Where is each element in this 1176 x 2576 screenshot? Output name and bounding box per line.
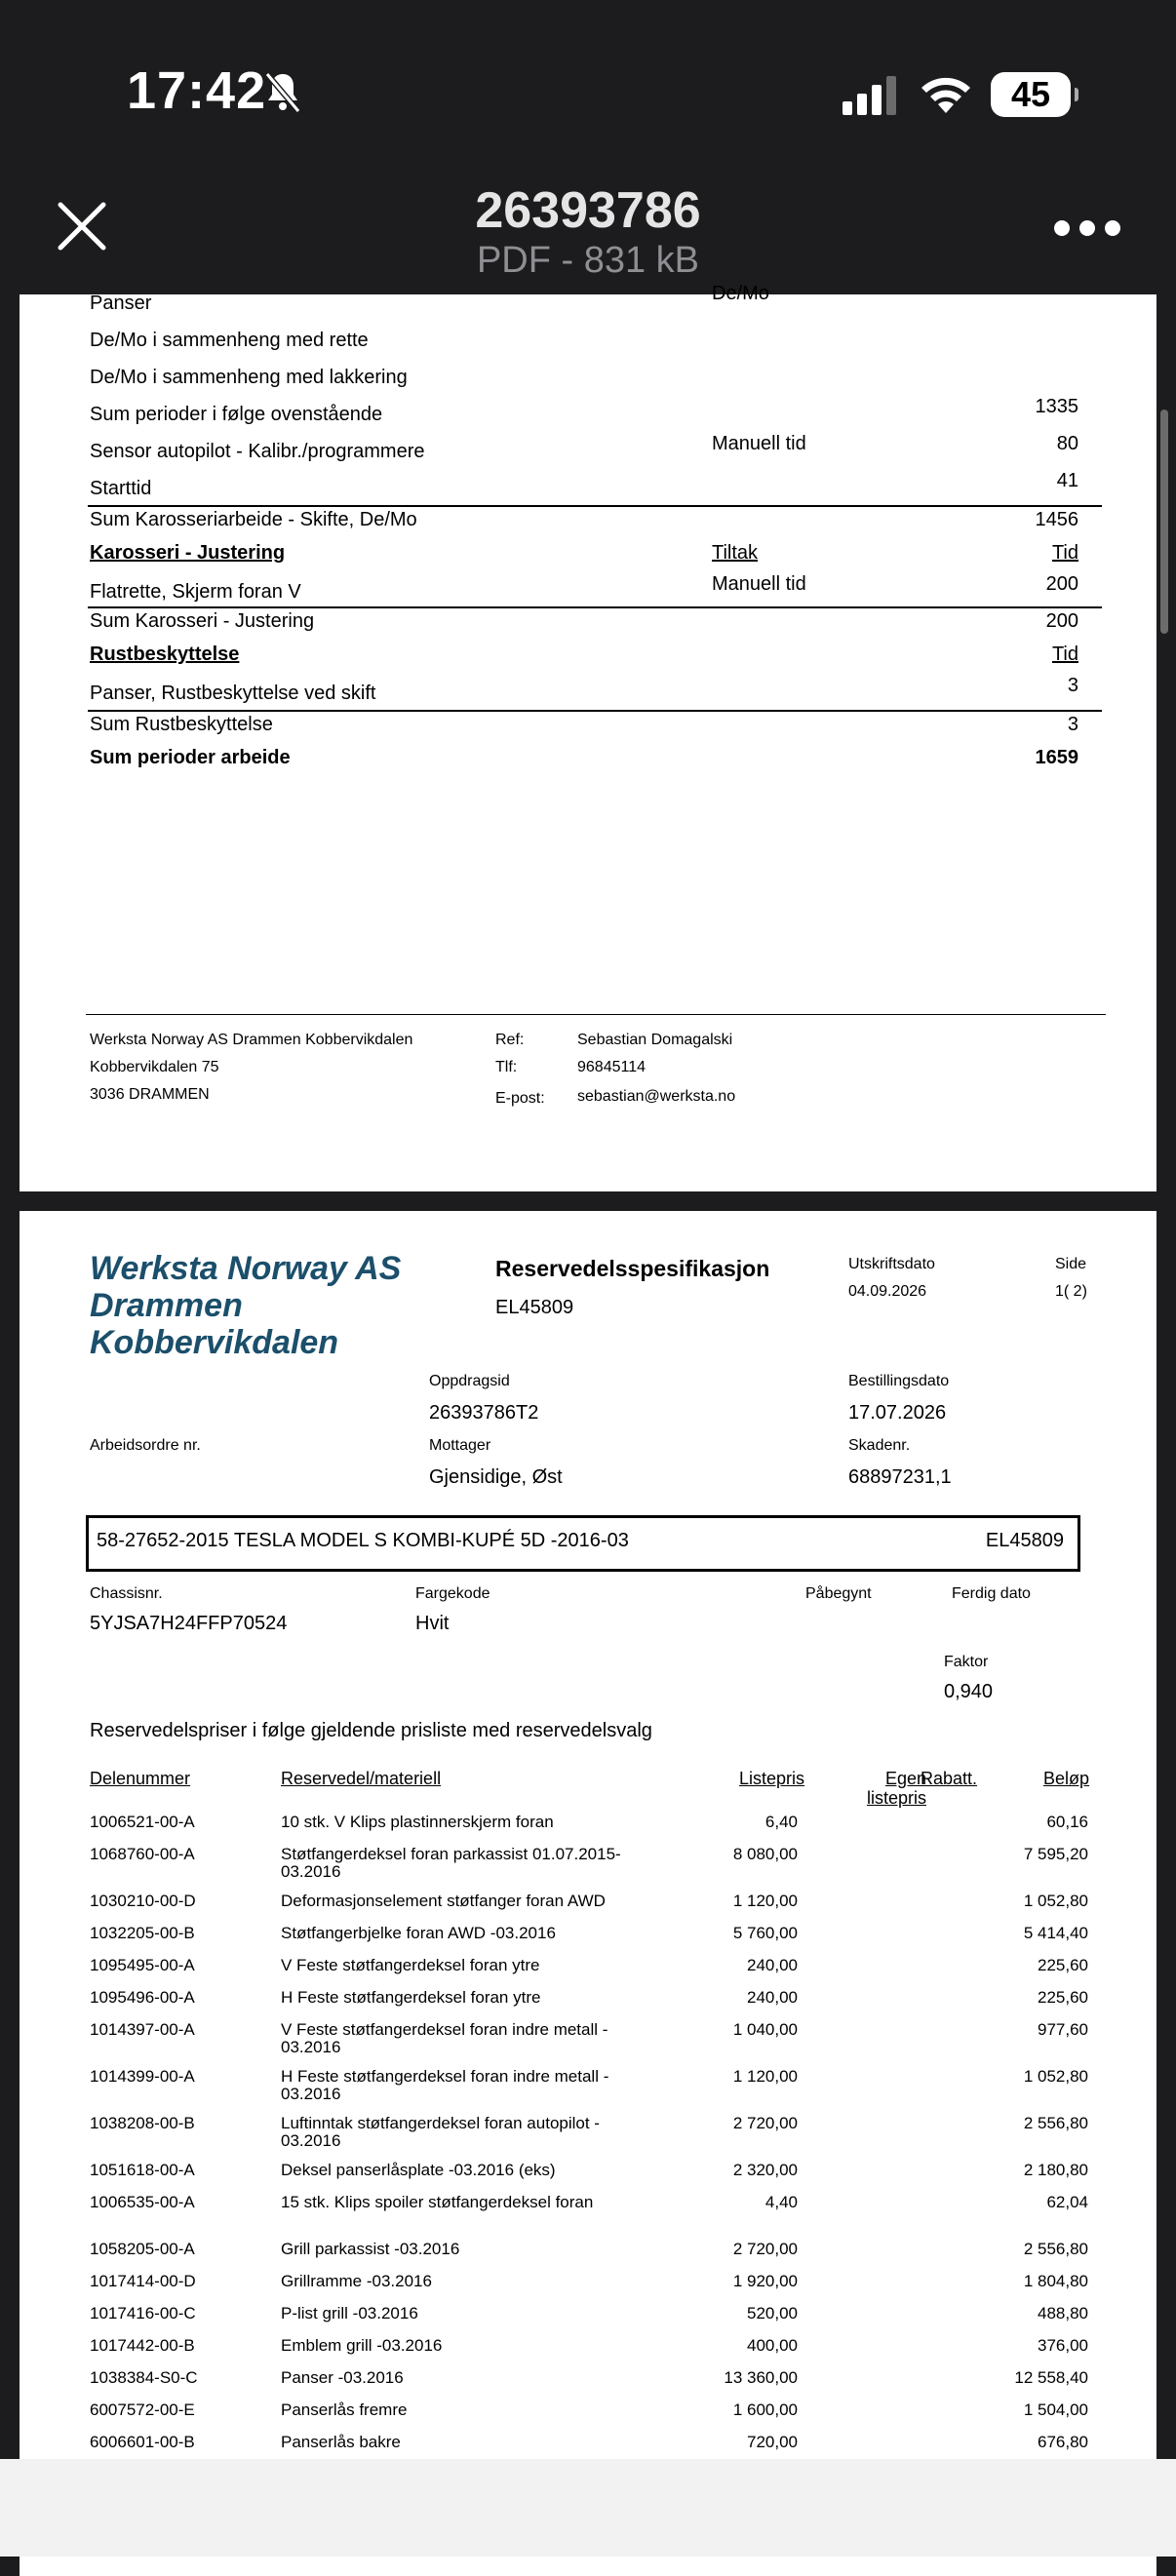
part-name: 15 stk. Klips spoiler støtfangerdeksel foran [281,2193,594,2211]
part-name: H Feste støtfangerdeksel foran ytre [281,1988,541,2007]
order-date-label: Bestillingsdato [848,1373,950,1389]
row-value: 3 [1067,675,1078,696]
pdf-viewport[interactable] [0,283,1176,2459]
divider [88,505,1102,507]
wifi-icon [919,72,973,115]
list-price: 2 320,00 [732,2161,798,2179]
company-logo: Werksta Norway AS Drammen Kobbervikdalen [90,1250,402,1361]
table-row [90,1846,1088,1893]
table-row [90,2194,1088,2241]
list-price: 1 120,00 [732,2067,798,2086]
part-number: 1095495-00-A [90,1956,195,1974]
part-name: Luftinntak støtfangerdeksel foran autopilot - 03.2016 [281,2114,600,2150]
recipient-label: Mottager [429,1437,491,1454]
row-type: Manuell tid [712,573,806,595]
table-row [90,2068,1088,2115]
part-name: Grill parkassist -03.2016 [281,2240,460,2258]
amount: 1 504,00 [1023,2400,1088,2419]
total-value: 1659 [1035,747,1078,768]
factor-label: Faktor [944,1654,989,1670]
print-date: 04.09.2026 [848,1283,927,1300]
part-number: 1032205-00-B [90,1924,195,1942]
work-order-label: Arbeidsordre nr. [90,1437,201,1454]
row-label: Starttid [90,478,152,499]
part-name: Panserlås bakre [281,2433,401,2451]
table-row [90,2369,1088,2401]
column-heading: Tiltak [712,542,759,564]
sum-value: 200 [1045,610,1078,632]
amount: 62,04 [1046,2193,1088,2211]
footer-city: 3036 DRAMMEN [90,1086,210,1103]
amount: 2 556,80 [1023,2240,1088,2258]
footer-tlf: 96845114 [577,1059,646,1075]
document-heading: Reservedelsspesifikasjon [495,1256,770,1281]
amount: 7 595,20 [1023,1845,1088,1863]
battery-indicator: 45 [991,72,1071,117]
column-heading-part-number: Delenummer [90,1769,191,1788]
part-number: 1095496-00-A [90,1988,195,2007]
table-row [90,1925,1088,1957]
pdf-page-1 [20,283,1156,1191]
assignment-label: Oppdragsid [429,1373,510,1389]
part-number: 1068760-00-A [90,1845,195,1863]
status-bar [0,0,1176,176]
cellular-signal-icon [843,76,897,115]
discount [798,2273,905,2305]
list-price: 8 080,00 [732,1845,798,1863]
part-name: Deformasjonselement støtfanger foran AWD [281,1892,606,1910]
sum-label: Sum Karosseriarbeide - Skifte, De/Mo [90,509,417,530]
part-name: Støtfangerbjelke foran AWD -03.2016 [281,1924,556,1942]
print-date-label: Utskriftsdato [848,1256,935,1272]
table-row [90,2305,1088,2337]
order-date: 17.07.2026 [848,1402,947,1424]
vehicle-box [86,1515,1080,1572]
table-row [90,2241,1088,2273]
row-value: 200 [1045,573,1078,595]
table-row [90,2401,1088,2434]
part-number: 1051618-00-A [90,2161,195,2179]
more-options-icon[interactable] [1053,218,1121,238]
part-number: 1038208-00-B [90,2114,195,2132]
amount: 977,60 [1038,2020,1088,2039]
page-label: Side [1055,1256,1087,1272]
part-name: Emblem grill -03.2016 [281,2336,443,2355]
list-price: 1 040,00 [732,2020,798,2039]
claim-number: 68897231,1 [848,1466,952,1488]
amount: 60,16 [1046,1813,1088,1831]
discount [798,2401,905,2434]
footer-divider [86,1014,1106,1015]
amount: 488,80 [1038,2304,1088,2322]
table-row [90,2162,1088,2194]
bottom-bar [0,2459,1176,2556]
part-number: 1058205-00-A [90,2240,195,2258]
footer-street: Kobbervikdalen 75 [90,1059,219,1075]
discount [798,2241,905,2273]
row-label: De/Mo i sammenheng med rette [90,330,369,351]
footer-email-label: E-post: [495,1090,545,1107]
table-row [90,1814,1088,1846]
part-number: 1030210-00-D [90,1892,196,1910]
vehicle-reference: EL45809 [985,1530,1064,1551]
part-number: 1014397-00-A [90,2020,195,2039]
sum-label: Sum Karosseri - Justering [90,610,315,632]
amount: 225,60 [1038,1988,1088,2007]
part-name: Grillramme -03.2016 [281,2272,432,2290]
finished-date-label: Ferdig dato [952,1585,1031,1602]
table-row [90,2337,1088,2369]
amount: 676,80 [1038,2433,1088,2451]
part-name: H Feste støtfangerdeksel foran indre metall - 03.2016 [281,2067,609,2103]
footer-company: Werksta Norway AS Drammen Kobbervikdalen [90,1032,413,1048]
column-heading-part: Reservedel/materiell [281,1769,442,1788]
row-value: 80 [1056,433,1078,454]
part-number: 1006521-00-A [90,1813,195,1831]
amount: 1 052,80 [1023,2067,1088,2086]
chassis-number: 5YJSA7H24FFP70524 [90,1613,288,1634]
section-heading: Rustbeskyttelse [90,644,240,665]
price-note: Reservedelspriser i følge gjeldende prisliste med reservedelsvalg [90,1720,652,1741]
part-name: V Feste støtfangerdeksel foran indre metall - 03.2016 [281,2020,608,2056]
table-row [90,2021,1088,2068]
part-number: 1017416-00-C [90,2304,196,2322]
sum-value: 3 [1067,714,1078,735]
sum-value: 1456 [1035,509,1078,530]
list-price: 5 760,00 [732,1924,798,1942]
discount [798,2369,905,2401]
row-type: De/Mo [712,283,769,304]
assignment-id: 26393786T2 [429,1402,539,1424]
row-value: 41 [1056,470,1078,491]
part-name: P-list grill -03.2016 [281,2304,418,2322]
row-label: De/Mo i sammenheng med lakkering [90,367,408,388]
list-price: 13 360,00 [724,2368,798,2387]
document-number: EL45809 [495,1297,574,1318]
list-price: 1 600,00 [732,2400,798,2419]
bell-muted-icon [261,70,304,113]
row-type: Manuell tid [712,433,806,454]
part-number: 1014399-00-A [90,2067,195,2086]
footer-ref-label: Ref: [495,1032,525,1048]
list-price: 1 120,00 [732,1892,798,1910]
discount [798,2021,905,2068]
row-label: Panser [90,293,152,314]
list-price: 1 920,00 [732,2272,798,2290]
part-number: 6006601-00-B [90,2433,195,2451]
vehicle-description: 58-27652-2015 TESLA MODEL S KOMBI-KUPÉ 5D -2016-03 [97,1530,629,1551]
footer-ref: Sebastian Domagalski [577,1032,733,1048]
pdf-page-2 [20,1211,1156,2576]
amount: 225,60 [1038,1956,1088,1974]
part-name: 10 stk. V Klips plastinnerskjerm foran [281,1813,554,1831]
row-value: 1335 [1035,396,1078,417]
list-price: 2 720,00 [732,2240,798,2258]
section-heading: Karosseri - Justering [90,542,286,564]
total-label: Sum perioder arbeide [90,747,291,768]
column-heading-list-price: Listepris [739,1769,805,1788]
discount [798,1925,905,1957]
discount [798,2115,905,2162]
part-number: 1017414-00-D [90,2272,196,2290]
recipient: Gjensidige, Øst [429,1466,563,1488]
table-row [90,1989,1088,2021]
list-price: 240,00 [747,1988,798,2007]
discount [798,2337,905,2369]
list-price: 520,00 [747,2304,798,2322]
part-name: Støtfangerdeksel foran parkassist 01.07.2015-03.2016 [281,1845,621,1881]
row-label: Flatrette, Skjerm foran V [90,581,301,603]
row-label: Panser, Rustbeskyttelse ved skift [90,683,376,704]
clock: 17:42 [127,61,267,120]
sum-label: Sum Rustbeskyttelse [90,714,273,735]
column-heading: Tid [1051,644,1078,665]
list-price: 2 720,00 [732,2114,798,2132]
part-name: V Feste støtfangerdeksel foran ytre [281,1956,540,1974]
chassis-label: Chassisnr. [90,1585,163,1602]
amount: 1 052,80 [1023,1892,1088,1910]
table-row [90,2115,1088,2162]
document-subtitle: PDF - 831 kB [476,240,700,281]
amount: 1 804,80 [1023,2272,1088,2290]
part-number: 6007572-00-E [90,2400,195,2419]
column-heading: Tid [1051,542,1078,564]
table-row [90,1893,1088,1925]
column-heading-discount: Rabatt. [921,1769,978,1788]
discount [798,1814,905,1846]
footer-tlf-label: Tlf: [495,1059,518,1075]
color-code: Hvit [415,1613,450,1634]
amount: 2 556,80 [1023,2114,1088,2132]
part-number: 1006535-00-A [90,2193,195,2211]
discount [798,1893,905,1925]
discount [798,1989,905,2021]
divider [88,710,1102,712]
part-name: Deksel panserlåsplate -03.2016 (eks) [281,2161,556,2179]
amount: 12 558,40 [1014,2368,1088,2387]
discount [798,2162,905,2194]
row-label: Sum perioder i følge ovenstående [90,404,383,425]
footer-email: sebastian@werksta.no [577,1088,736,1105]
factor: 0,940 [944,1681,994,1702]
part-number: 1038384-S0-C [90,2368,198,2387]
color-code-label: Fargekode [415,1585,490,1602]
list-price: 240,00 [747,1956,798,1974]
table-row [90,1957,1088,1989]
discount [798,1957,905,1989]
column-heading-amount: Beløp [1043,1769,1090,1788]
part-name: Panser -03.2016 [281,2368,404,2387]
claim-number-label: Skadenr. [848,1437,911,1454]
part-number: 1017442-00-B [90,2336,195,2355]
list-price: 6,40 [764,1813,798,1831]
list-price: 400,00 [747,2336,798,2355]
discount [798,1846,905,1893]
amount: 5 414,40 [1023,1924,1088,1942]
column-heading-own-list-price: Egen listepris [866,1769,926,1808]
parts-table [90,1814,1088,2466]
scrollbar[interactable] [1160,410,1168,634]
viewer-toolbar [0,176,1176,294]
amount: 376,00 [1038,2336,1088,2355]
table-row [90,2273,1088,2305]
started-label: Påbegynt [805,1585,872,1602]
amount: 2 180,80 [1023,2161,1088,2179]
discount [798,2194,905,2241]
discount [798,2068,905,2115]
document-title: 26393786 [475,182,701,239]
part-name: Panserlås fremre [281,2400,408,2419]
list-price: 720,00 [747,2433,798,2451]
divider [88,606,1102,608]
discount [798,2305,905,2337]
list-price: 4,40 [764,2193,798,2211]
row-label: Sensor autopilot - Kalibr./programmere [90,441,425,462]
page-number: 1( 2) [1055,1283,1087,1300]
